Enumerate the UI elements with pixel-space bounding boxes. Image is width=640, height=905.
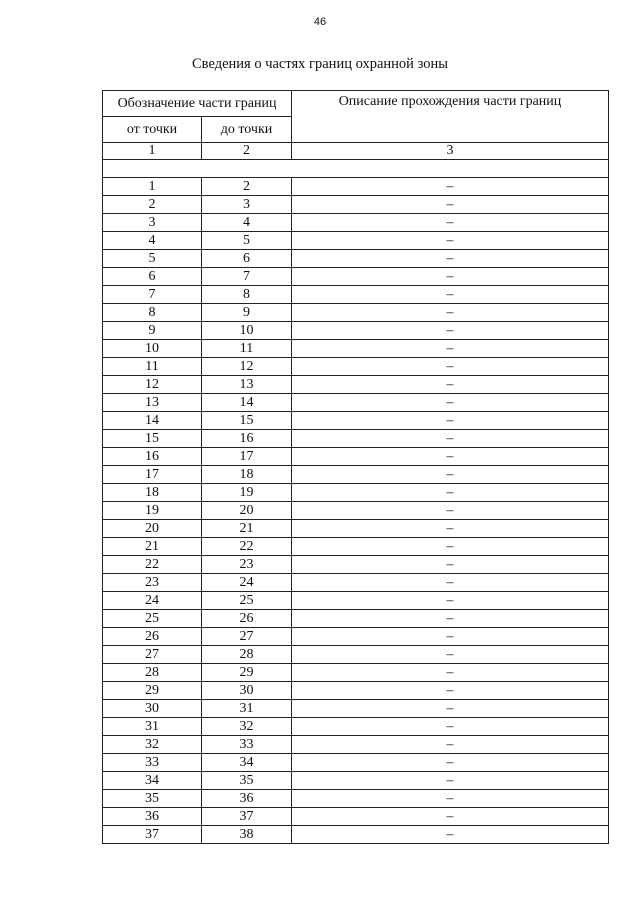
from-point-cell: 33	[103, 754, 202, 772]
to-point-cell: 33	[202, 736, 292, 754]
spacer-row	[103, 160, 609, 178]
to-point-cell: 31	[202, 700, 292, 718]
description-cell: –	[292, 664, 609, 682]
description-cell: –	[292, 556, 609, 574]
table-row	[103, 376, 609, 394]
description-cell: –	[292, 520, 609, 538]
page-number: 46	[313, 16, 327, 28]
to-point-cell: 7	[202, 268, 292, 286]
description-cell: –	[292, 700, 609, 718]
to-point-cell: 2	[202, 178, 292, 196]
from-point-cell: 17	[103, 466, 202, 484]
from-point-cell: 13	[103, 394, 202, 412]
description-cell: –	[292, 430, 609, 448]
to-point-cell: 10	[202, 322, 292, 340]
to-point-cell: 4	[202, 214, 292, 232]
description-cell: –	[292, 232, 609, 250]
table-body	[103, 143, 609, 844]
table-row	[103, 196, 609, 214]
table-row	[103, 808, 609, 826]
table-row	[103, 448, 609, 466]
table-row	[103, 322, 609, 340]
from-point-cell: 7	[103, 286, 202, 304]
from-point-cell: 2	[103, 196, 202, 214]
table-row	[103, 826, 609, 844]
description-cell: –	[292, 268, 609, 286]
from-point-cell: 12	[103, 376, 202, 394]
table-row	[103, 646, 609, 664]
to-point-cell: 28	[202, 646, 292, 664]
header-boundary-designation: Обозначение части границ	[103, 91, 292, 117]
description-cell: –	[292, 736, 609, 754]
column-number: 1	[103, 143, 202, 160]
to-point-cell: 22	[202, 538, 292, 556]
to-point-cell: 8	[202, 286, 292, 304]
description-cell: –	[292, 250, 609, 268]
table-row	[103, 484, 609, 502]
description-cell: –	[292, 826, 609, 844]
column-number: 2	[202, 143, 292, 160]
from-point-cell: 11	[103, 358, 202, 376]
table-row	[103, 628, 609, 646]
table-row	[103, 340, 609, 358]
to-point-cell: 11	[202, 340, 292, 358]
to-point-cell: 34	[202, 754, 292, 772]
to-point-cell: 26	[202, 610, 292, 628]
from-point-cell: 24	[103, 592, 202, 610]
to-point-cell: 23	[202, 556, 292, 574]
description-cell: –	[292, 340, 609, 358]
from-point-cell: 29	[103, 682, 202, 700]
description-cell: –	[292, 718, 609, 736]
description-cell: –	[292, 646, 609, 664]
from-point-cell: 37	[103, 826, 202, 844]
from-point-cell: 5	[103, 250, 202, 268]
from-point-cell: 27	[103, 646, 202, 664]
description-cell: –	[292, 214, 609, 232]
to-point-cell: 30	[202, 682, 292, 700]
to-point-cell: 9	[202, 304, 292, 322]
to-point-cell: 5	[202, 232, 292, 250]
from-point-cell: 25	[103, 610, 202, 628]
table-row	[103, 412, 609, 430]
to-point-cell: 15	[202, 412, 292, 430]
description-cell: –	[292, 376, 609, 394]
from-point-cell: 18	[103, 484, 202, 502]
to-point-cell: 32	[202, 718, 292, 736]
page-title: Сведения о частях границ охранной зоны	[192, 56, 448, 72]
table-row	[103, 610, 609, 628]
from-point-cell: 34	[103, 772, 202, 790]
from-point-cell: 28	[103, 664, 202, 682]
description-cell: –	[292, 322, 609, 340]
table-row	[103, 304, 609, 322]
description-cell: –	[292, 484, 609, 502]
table-row	[103, 178, 609, 196]
header-description: Описание прохождения части границ	[292, 91, 609, 143]
from-point-cell: 26	[103, 628, 202, 646]
from-point-cell: 1	[103, 178, 202, 196]
description-cell: –	[292, 394, 609, 412]
to-point-cell: 13	[202, 376, 292, 394]
from-point-cell: 21	[103, 538, 202, 556]
to-point-cell: 20	[202, 502, 292, 520]
table-row	[103, 664, 609, 682]
description-cell: –	[292, 790, 609, 808]
table-row	[103, 592, 609, 610]
table-row	[103, 394, 609, 412]
description-cell: –	[292, 358, 609, 376]
to-point-cell: 38	[202, 826, 292, 844]
from-point-cell: 10	[103, 340, 202, 358]
table-row	[103, 754, 609, 772]
description-cell: –	[292, 286, 609, 304]
table-row	[103, 556, 609, 574]
table-row	[103, 772, 609, 790]
table-row	[103, 502, 609, 520]
from-point-cell: 14	[103, 412, 202, 430]
description-cell: –	[292, 196, 609, 214]
description-cell: –	[292, 754, 609, 772]
from-point-cell: 22	[103, 556, 202, 574]
description-cell: –	[292, 808, 609, 826]
table-row	[103, 538, 609, 556]
to-point-cell: 25	[202, 592, 292, 610]
to-point-cell: 24	[202, 574, 292, 592]
from-point-cell: 9	[103, 322, 202, 340]
column-number-row	[103, 143, 609, 160]
from-point-cell: 4	[103, 232, 202, 250]
description-cell: –	[292, 592, 609, 610]
table-row	[103, 790, 609, 808]
from-point-cell: 15	[103, 430, 202, 448]
description-cell: –	[292, 682, 609, 700]
description-cell: –	[292, 466, 609, 484]
to-point-cell: 18	[202, 466, 292, 484]
to-point-cell: 29	[202, 664, 292, 682]
from-point-cell: 32	[103, 736, 202, 754]
to-point-cell: 12	[202, 358, 292, 376]
to-point-cell: 6	[202, 250, 292, 268]
table-row	[103, 682, 609, 700]
from-point-cell: 8	[103, 304, 202, 322]
from-point-cell: 16	[103, 448, 202, 466]
to-point-cell: 16	[202, 430, 292, 448]
table-row	[103, 286, 609, 304]
table-row	[103, 232, 609, 250]
column-number: 3	[292, 143, 609, 160]
to-point-cell: 19	[202, 484, 292, 502]
table-row	[103, 466, 609, 484]
description-cell: –	[292, 448, 609, 466]
table-row	[103, 214, 609, 232]
description-cell: –	[292, 178, 609, 196]
table-row	[103, 250, 609, 268]
from-point-cell: 36	[103, 808, 202, 826]
description-cell: –	[292, 538, 609, 556]
to-point-cell: 36	[202, 790, 292, 808]
to-point-cell: 17	[202, 448, 292, 466]
from-point-cell: 35	[103, 790, 202, 808]
header-from-point: от точки	[103, 117, 202, 143]
description-cell: –	[292, 772, 609, 790]
from-point-cell: 23	[103, 574, 202, 592]
to-point-cell: 3	[202, 196, 292, 214]
table-row	[103, 718, 609, 736]
to-point-cell: 27	[202, 628, 292, 646]
table-row	[103, 268, 609, 286]
from-point-cell: 6	[103, 268, 202, 286]
from-point-cell: 20	[103, 520, 202, 538]
table-row	[103, 358, 609, 376]
description-cell: –	[292, 628, 609, 646]
to-point-cell: 21	[202, 520, 292, 538]
description-cell: –	[292, 502, 609, 520]
table-row	[103, 430, 609, 448]
table-row	[103, 520, 609, 538]
from-point-cell: 31	[103, 718, 202, 736]
table-row	[103, 700, 609, 718]
boundary-parts-table	[102, 90, 609, 844]
to-point-cell: 14	[202, 394, 292, 412]
to-point-cell: 35	[202, 772, 292, 790]
description-cell: –	[292, 574, 609, 592]
table-row	[103, 574, 609, 592]
from-point-cell: 30	[103, 700, 202, 718]
from-point-cell: 3	[103, 214, 202, 232]
description-cell: –	[292, 304, 609, 322]
description-cell: –	[292, 412, 609, 430]
spacer-cell	[103, 160, 609, 178]
from-point-cell: 19	[103, 502, 202, 520]
table-row	[103, 736, 609, 754]
header-to-point: до точки	[202, 117, 292, 143]
description-cell: –	[292, 610, 609, 628]
to-point-cell: 37	[202, 808, 292, 826]
